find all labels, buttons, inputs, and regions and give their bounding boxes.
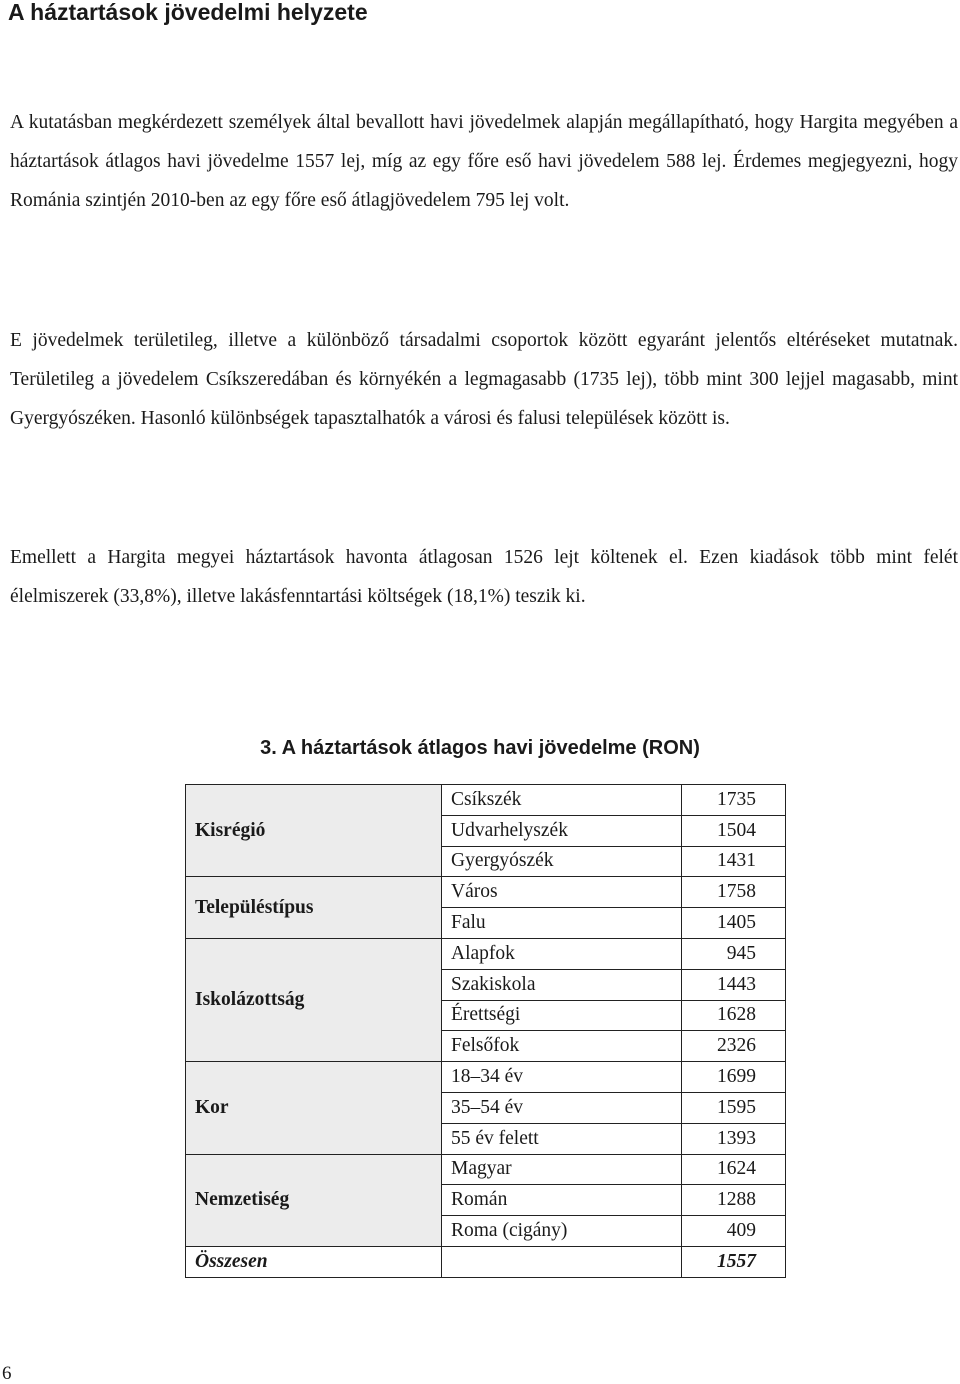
group-label: Iskolázottság (185, 938, 441, 1061)
row-label: Udvarhelyszék (441, 815, 681, 846)
group-label: Nemzetiség (185, 1154, 441, 1246)
row-value: 1504 (681, 815, 786, 846)
row-value: 409 (681, 1215, 786, 1246)
row-label: 55 év felett (441, 1123, 681, 1154)
page-title: A háztartások jövedelmi helyzete (8, 0, 368, 25)
total-label: Összesen (185, 1246, 441, 1277)
row-value: 945 (681, 938, 786, 969)
row-label: Érettségi (441, 1000, 681, 1031)
row-value: 1595 (681, 1092, 786, 1123)
row-label: Alapfok (441, 938, 681, 969)
row-value: 1405 (681, 907, 786, 938)
row-value: 1699 (681, 1061, 786, 1092)
table-title: 3. A háztartások átlagos havi jövedelme (RON) (260, 737, 700, 759)
row-value: 1735 (681, 784, 786, 815)
income-table (185, 784, 786, 1278)
row-value: 1628 (681, 1000, 786, 1031)
row-label: Magyar (441, 1154, 681, 1185)
row-value: 1431 (681, 846, 786, 877)
paragraph-income-overview: A kutatásban megkérdezett személyek által bevallott havi jövedelmek alapján megállapítható, hogy Hargita megyében a háztartások átlagos havi jövedelme 1557 lej, míg az egy főre eső havi jövedelem 588 lej. Érdemes megjegyezni, hogy Románia szintjén 2010-ben az egy főre eső átlagjövedelem 795 lej volt. (10, 112, 958, 211)
row-label: 18–34 év (441, 1061, 681, 1092)
row-value: 2326 (681, 1030, 786, 1061)
row-value: 1758 (681, 876, 786, 907)
row-label: Csíkszék (441, 784, 681, 815)
row-label: Román (441, 1184, 681, 1215)
row-value: 1624 (681, 1154, 786, 1185)
paragraph-expenditures: Emellett a Hargita megyei háztartások havonta átlagosan 1526 lejt költenek el. Ezen kiadások több mint felét élelmiszerek (33,8%), illetve lakásfenntartási költségek (18,1%) teszik ki. (10, 547, 958, 607)
group-label: Kisrégió (185, 784, 441, 876)
row-label: Gyergyószék (441, 846, 681, 877)
row-value: 1288 (681, 1184, 786, 1215)
row-value: 1393 (681, 1123, 786, 1154)
paragraph-regional-differences: E jövedelmek területileg, illetve a különböző társadalmi csoportok között egyaránt jelentős eltéréseket mutatnak. Területileg a jövedelem Csíkszeredában és környékén a legmagasabb (1735 lej), több mint 300 lejjel magasabb, mint Gyergyószéken. Hasonló különbségek tapasztalhatók a városi és falusi települések között is. (10, 330, 958, 429)
row-label: Falu (441, 907, 681, 938)
page-number: 6 (2, 1363, 12, 1384)
group-label: Kor (185, 1061, 441, 1153)
row-label: 35–54 év (441, 1092, 681, 1123)
row-label: Szakiskola (441, 969, 681, 1000)
row-label: Felsőfok (441, 1030, 681, 1061)
row-value: 1443 (681, 969, 786, 1000)
group-label: Településtípus (185, 876, 441, 938)
row-label: Város (441, 876, 681, 907)
total-empty-cell (441, 1246, 681, 1277)
total-value: 1557 (681, 1246, 786, 1277)
row-label: Roma (cigány) (441, 1215, 681, 1246)
